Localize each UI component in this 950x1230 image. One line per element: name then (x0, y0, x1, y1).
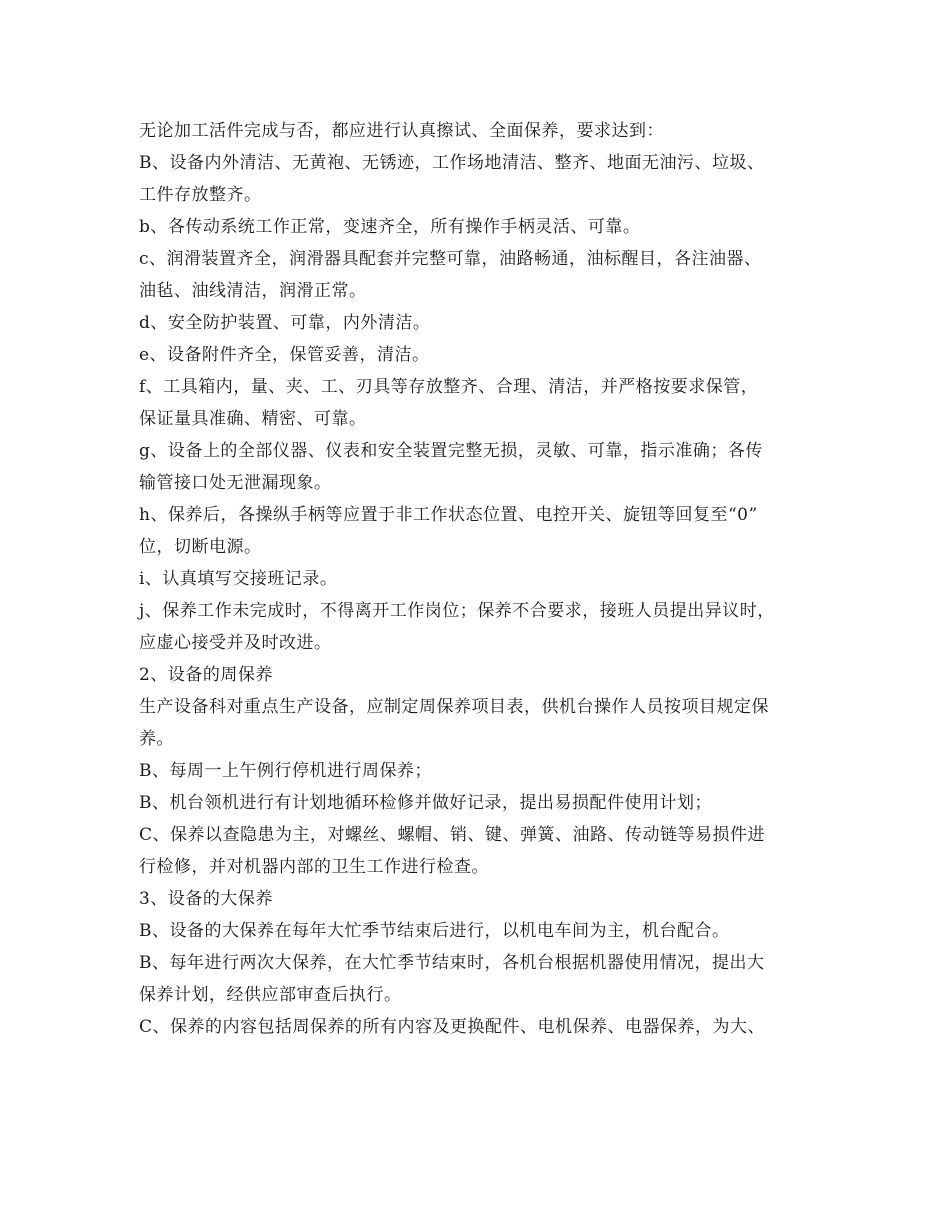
text-line: 位，切断电源。 (139, 537, 262, 557)
text-line: C、保养的内容包括周保养的所有内容及更换配件、电机保养、电器保养，为大、 (139, 1017, 766, 1037)
text-line: 油毡、油线清洁，润滑正常。 (139, 281, 367, 301)
text-line: B、每周一上午例行停机进行周保养； (139, 761, 432, 781)
text-line: 行检修，并对机器内部的卫生工作进行检查。 (139, 857, 489, 877)
text-line: 生产设备科对重点生产设备，应制定周保养项目表，供机台操作人员按项目规定保 (139, 697, 769, 717)
text-line: B、设备的大保养在每年大忙季节结束后进行，以机电车间为主，机台配合。 (139, 921, 730, 941)
section-heading: 2、设备的周保养 (139, 665, 273, 685)
text-line: e、设备附件齐全，保管妥善，清洁。 (139, 345, 430, 365)
text-line: h、保养后，各操纵手柄等应置于非工作状态位置、电控开关、旋钮等回复至“0” (139, 505, 758, 525)
section-heading: 3、设备的大保养 (139, 889, 273, 909)
text-line: B、机台领机进行有计划地循环检修并做好记录，提出易损配件使用计划； (139, 793, 712, 813)
text-line: B、设备内外清洁、无黄袍、无锈迹，工作场地清洁、整齐、地面无油污、垃圾、 (139, 153, 765, 173)
text-line: 输管接口处无泄漏现象。 (139, 473, 332, 493)
text-line: B、每年进行两次大保养，在大忙季节结束时，各机台根据机器使用情况，提出大 (139, 953, 765, 973)
text-line: 工件存放整齐。 (139, 185, 262, 205)
text-line: 应虚心接受并及时改进。 (139, 633, 332, 653)
text-line: f、工具箱内，量、夹、工、刃具等存放整齐、合理、清洁，并严格按要求保管， (139, 377, 759, 397)
text-line: 养。 (139, 729, 174, 749)
text-line: 无论加工活件完成与否，都应进行认真擦试、全面保养，要求达到： (139, 121, 664, 141)
document-body (139, 115, 829, 1043)
text-line: g、设备上的全部仪器、仪表和安全装置完整无损，灵敏、可靠，指示准确；各传 (139, 441, 763, 461)
text-line: b、各传动系统工作正常，变速齐全，所有操作手柄灵活、可靠。 (139, 217, 641, 237)
text-line: d、安全防护装置、可靠，内外清洁。 (139, 313, 431, 333)
text-line: 保养计划，经供应部审查后执行。 (139, 985, 402, 1005)
text-line: j、保养工作未完成时，不得离开工作岗位；保养不合要求，接班人员提出异议时， (139, 601, 775, 621)
text-line: 保证量具准确、精密、可靠。 (139, 409, 367, 429)
text-line: C、保养以查隐患为主，对螺丝、螺帽、销、键、弹簧、油路、传动链等易损件进 (139, 825, 766, 845)
text-line: i、认真填写交接班记录。 (139, 569, 338, 589)
text-line: c、润滑装置齐全，润滑器具配套并完整可靠，油路畅通，油标醒目，各注油器、 (139, 249, 762, 269)
